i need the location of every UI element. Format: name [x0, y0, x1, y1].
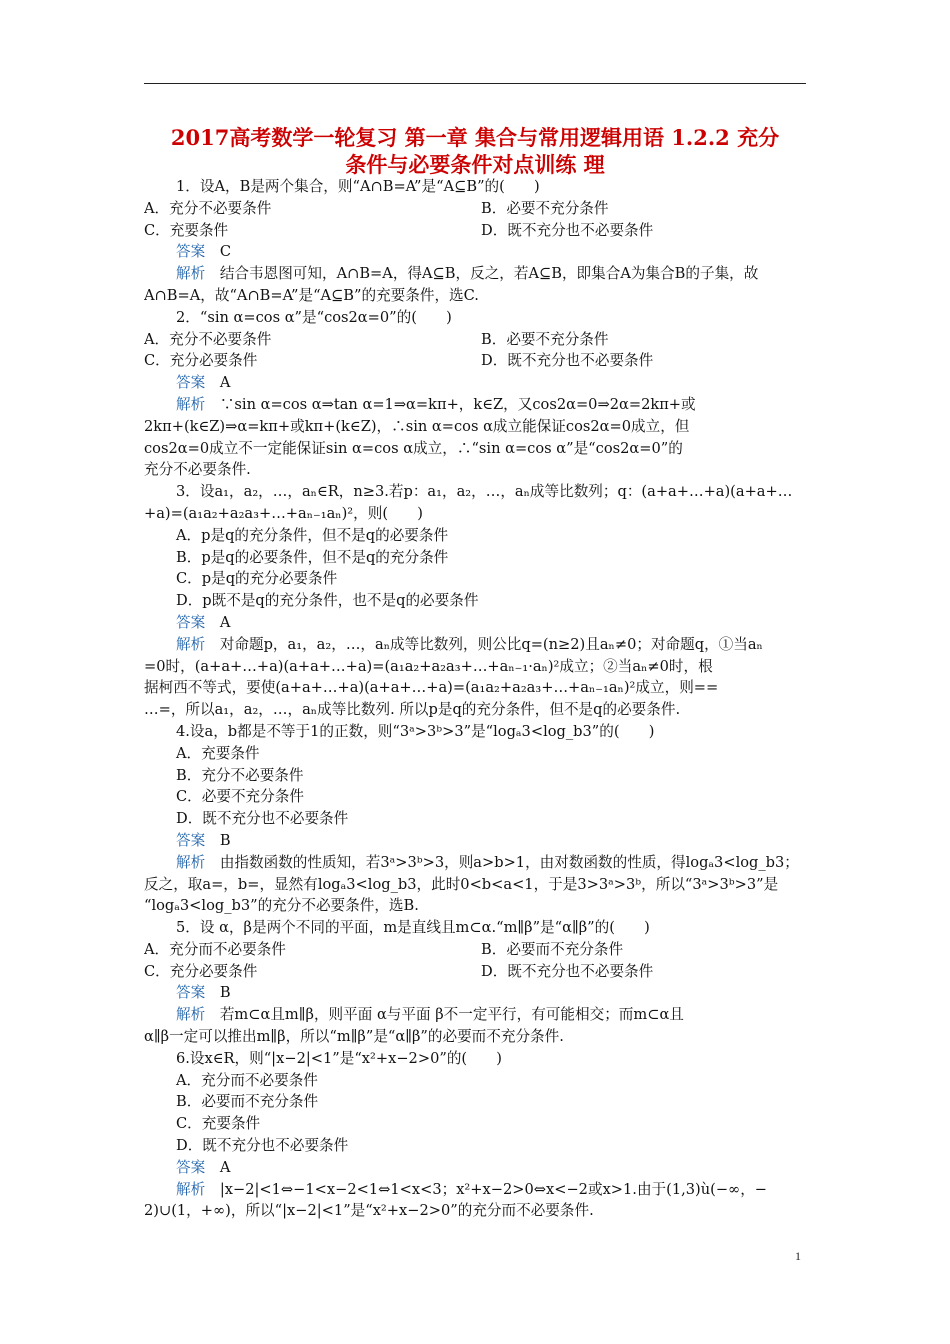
q5-options-ab	[144, 939, 806, 961]
q2-option-d: D．既不充分也不必要条件	[481, 352, 654, 370]
q4-answer-value: B	[219, 831, 231, 849]
q1-option-b: B．必要不充分条件	[481, 199, 609, 217]
q5-option-b: B．必要而不充分条件	[481, 940, 624, 958]
answer-label: 答案	[176, 613, 206, 631]
q4-analysis-line-2: 反之，取a=，b=，显然有logₐ3<log_b3，此时0<b<a<1，于是3>3ᵃ>3ᵇ，所以“3ᵃ>3ᵇ>3”是	[144, 875, 779, 893]
answer-label: 答案	[176, 1158, 206, 1176]
q1-analysis-line-2: A∩B=A，故“A∩B=A”是“A⊆B”的充要条件，选C.	[144, 286, 479, 304]
q3-option-c: C．p是q的充分必要条件	[176, 570, 338, 588]
q2-option-a: A．充分不必要条件	[144, 330, 272, 348]
q1-analysis	[144, 263, 806, 285]
document-title	[144, 124, 806, 178]
q2-analysis	[144, 394, 806, 416]
q6-option-a: A．充分而不必要条件	[176, 1071, 318, 1089]
q1-options-cd	[144, 220, 806, 242]
q1-answer	[144, 241, 806, 263]
q2-analysis-line-2: 2kπ+(k∈Z)⇒α=kπ+或kπ+(k∈Z)，∴sin α=cos α成立能保证cos2α=0成立，但	[144, 417, 690, 435]
q2-options-ab	[144, 329, 806, 351]
q1-option-a: A．充分不必要条件	[144, 199, 272, 217]
q4-analysis-line-3: “logₐ3<log_b3”的充分不必要条件，选B.	[144, 897, 419, 915]
q4-stem: 4.设a，b都是不等于1的正数，则“3ᵃ>3ᵇ>3”是“logₐ3<log_b3”的( )	[176, 722, 655, 740]
q5-option-a: A．充分而不必要条件	[144, 940, 286, 958]
q6-answer	[144, 1157, 806, 1179]
q4-option-a: A．充要条件	[176, 744, 260, 762]
analysis-label: 解析	[176, 1006, 206, 1024]
q3-option-b: B．p是q的必要条件，但不是q的充分条件	[176, 548, 449, 566]
q2-answer	[144, 372, 806, 394]
q6-analysis	[144, 1179, 806, 1201]
q5-stem: 5．设 α，β是两个不同的平面，m是直线且m⊂α.“m∥β”是“α∥β”的( )	[176, 919, 650, 937]
q5-analysis-line-2: α∥β一定可以推出m∥β，所以“m∥β”是“α∥β”的必要而不充分条件.	[144, 1028, 564, 1046]
q3-analysis-line-4: …=，所以a₁，a₂，…，aₙ成等比数列. 所以p是q的充分条件，但不是q的必要条件.	[144, 701, 681, 719]
title-line-2: 条件与必要条件对点训练 理	[345, 152, 605, 177]
q6-analysis-line-2: 2)∪(1，+∞)，所以“|x−2|<1”是“x²+x−2>0”的充分而不必要条件.	[144, 1202, 594, 1220]
q3-analysis-line-2: =0时，(a+a+…+a)(a+a+…+a)=(a₁a₂+a₂a₃+…+aₙ₋₁·aₙ)²成立；②当aₙ≠0时，根	[144, 657, 713, 675]
q3-analysis-line-1: 对命题p，a₁，a₂，…，aₙ成等比数列，则公比q=(n≥2)且aₙ≠0；对命题q，①当aₙ	[219, 635, 763, 653]
q6-option-b: B．必要而不充分条件	[176, 1093, 319, 1111]
q5-option-d: D．既不充分也不必要条件	[481, 962, 654, 980]
q1-analysis-line-1: 结合韦恩图可知，A∩B=A，得A⊆B，反之，若A⊆B，即集合A为集合B的子集，故	[219, 265, 759, 283]
q3-stem-line-1: 3．设a₁，a₂，…，aₙ∈R，n≥3.若p：a₁，a₂，…，aₙ成等比数列；q：(a+a+…+a)(a+a+…	[176, 483, 793, 501]
q3-answer	[144, 612, 806, 634]
q4-analysis-line-1: 由指数函数的性质知，若3ᵃ>3ᵇ>3，则a>b>1，由对数函数的性质，得logₐ3<log_b3；	[219, 853, 799, 871]
q5-option-c: C．充分必要条件	[144, 962, 258, 980]
analysis-label: 解析	[176, 635, 206, 653]
q2-options-cd	[144, 350, 806, 372]
q2-analysis-line-1: ∵sin α=cos α⇒tan α=1⇒α=kπ+，k∈Z，又cos2α=0⇒2α=2kπ+或	[219, 395, 696, 413]
q4-option-b: B．充分不必要条件	[176, 766, 304, 784]
q1-stem: 1．设A，B是两个集合，则“A∩B=A”是“A⊆B”的( )	[176, 178, 540, 195]
q6-analysis-line-1: |x−2|<1⇔−1<x−2<1⇔1<x<3；x²+x−2>0⇔x<−2或x>1.由于(1,3)ù(−∞，−	[219, 1180, 768, 1198]
q3-option-a: A．p是q的充分条件，但不是q的必要条件	[176, 526, 449, 544]
page-number: 1	[795, 1249, 801, 1263]
q2-option-b: B．必要不充分条件	[481, 330, 609, 348]
q1-answer-value: C	[219, 243, 231, 261]
q2-answer-value: A	[219, 374, 231, 392]
q4-analysis	[144, 852, 806, 874]
q5-options-cd	[144, 961, 806, 983]
header-rule	[144, 83, 806, 84]
q2-analysis-line-4: 充分不必要条件.	[144, 461, 251, 479]
q5-answer	[144, 982, 806, 1004]
q6-stem: 6.设x∈R，则“|x−2|<1”是“x²+x−2>0”的( )	[176, 1049, 502, 1067]
analysis-label: 解析	[176, 395, 206, 413]
analysis-label: 解析	[176, 1180, 206, 1198]
analysis-label: 解析	[176, 853, 206, 871]
q5-analysis	[144, 1004, 806, 1026]
q1-option-d: D．既不充分也不必要条件	[481, 221, 654, 239]
q6-option-d: D．既不充分也不必要条件	[176, 1137, 349, 1155]
q5-answer-value: B	[219, 984, 231, 1002]
q4-option-c: C．必要不充分条件	[176, 788, 304, 806]
q5-analysis-line-1: 若m⊂α且m∥β，则平面 α与平面 β不一定平行，有可能相交；而m⊂α且	[219, 1006, 684, 1024]
q3-stem-line-2: +a)=(a₁a₂+a₂a₃+…+aₙ₋₁aₙ)²，则( )	[144, 504, 423, 522]
q2-option-c: C．充分必要条件	[144, 352, 258, 370]
q2-analysis-line-3: cos2α=0成立不一定能保证sin α=cos α成立，∴“sin α=cos α”是“cos2α=0”的	[144, 439, 683, 457]
document-body	[144, 176, 806, 1222]
answer-label: 答案	[176, 984, 206, 1002]
answer-label: 答案	[176, 831, 206, 849]
analysis-label: 解析	[176, 265, 206, 283]
answer-label: 答案	[176, 374, 206, 392]
title-line-1: 2017高考数学一轮复习 第一章 集合与常用逻辑用语 1.2.2 充分	[170, 125, 780, 150]
q4-answer	[144, 830, 806, 852]
q2-stem: 2．“sin α=cos α”是“cos2α=0”的( )	[176, 308, 452, 326]
q6-option-c: C．充要条件	[176, 1115, 261, 1133]
q3-analysis	[144, 634, 806, 656]
q3-analysis-line-3: 据柯西不等式，要使(a+a+…+a)(a+a+…+a)=(a₁a₂+a₂a₃+…+aₙ₋₁aₙ)²成立，则==	[144, 679, 719, 697]
q3-answer-value: A	[219, 613, 231, 631]
answer-label: 答案	[176, 243, 206, 261]
q3-option-d: D．p既不是q的充分条件，也不是q的必要条件	[176, 592, 479, 610]
q6-answer-value: A	[219, 1158, 231, 1176]
q1-option-c: C．充要条件	[144, 221, 229, 239]
q4-option-d: D．既不充分也不必要条件	[176, 810, 349, 828]
q1-options-ab	[144, 198, 806, 220]
